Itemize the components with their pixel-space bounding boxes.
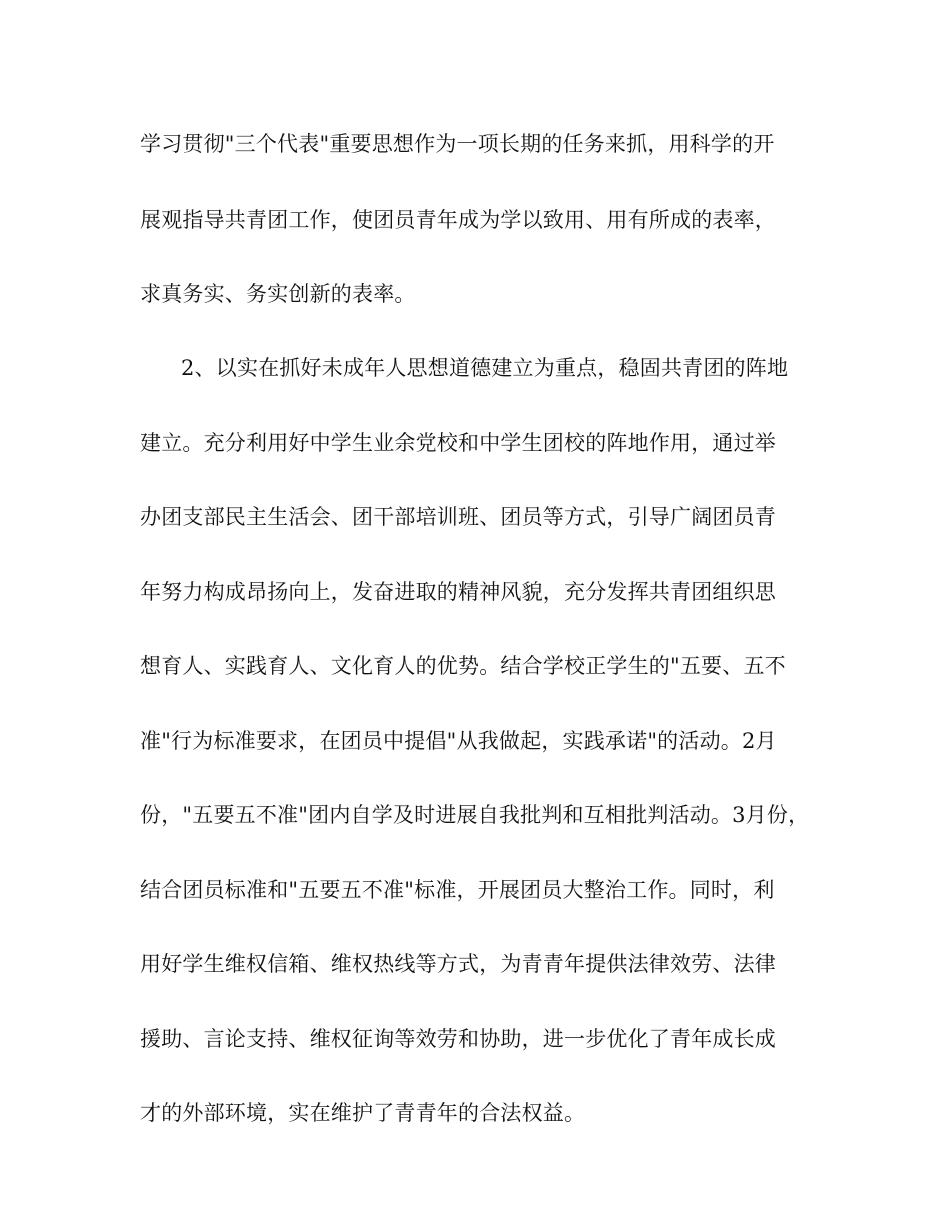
text-line: 建立。充分利用好中学生业余党校和中学生团校的阵地作用，通过举 bbox=[140, 431, 776, 455]
text-line: 结合团员标准和"五要五不准"标准，开展团员大整治工作。同时，利 bbox=[140, 878, 775, 902]
text-line: 准"行为标准要求，在团员中提倡"从我做起，实践承诺"的活动。2月 bbox=[140, 729, 777, 753]
text-line: 学习贯彻"三个代表"重要思想作为一项长期的任务来抓，用科学的开 bbox=[140, 132, 775, 156]
text-line: 展观指导共青团工作，使团员青年成为学以致用、用有所成的表率， bbox=[140, 208, 776, 232]
text-line: 援助、言论支持、维权征询等效劳和协助，进一步优化了青年成长成 bbox=[140, 1027, 776, 1051]
text-line: 才的外部环境，实在维护了青青年的合法权益。 bbox=[140, 1101, 586, 1125]
text-line: 份，"五要五不准"团内自学及时进展自我批判和互相批判活动。3月份， bbox=[140, 803, 810, 827]
paragraph-start-line: 2、以实在抓好未成年人思想道德建立为重点，稳固共青团的阵地 bbox=[181, 356, 789, 380]
text-line: 求真务实、务实创新的表率。 bbox=[140, 282, 416, 306]
text-line: 想育人、实践育人、文化育人的优势。结合学校正学生的"五要、五不 bbox=[140, 654, 786, 678]
text-line: 办团支部民主生活会、团干部培训班、团员等方式，引导广阔团员青 bbox=[140, 505, 776, 529]
text-line: 年努力构成昂扬向上，发奋进取的精神风貌，充分发挥共青团组织思 bbox=[140, 580, 776, 604]
text-line: 用好学生维权信箱、维权热线等方式，为青青年提供法律效劳、法律 bbox=[140, 952, 776, 976]
